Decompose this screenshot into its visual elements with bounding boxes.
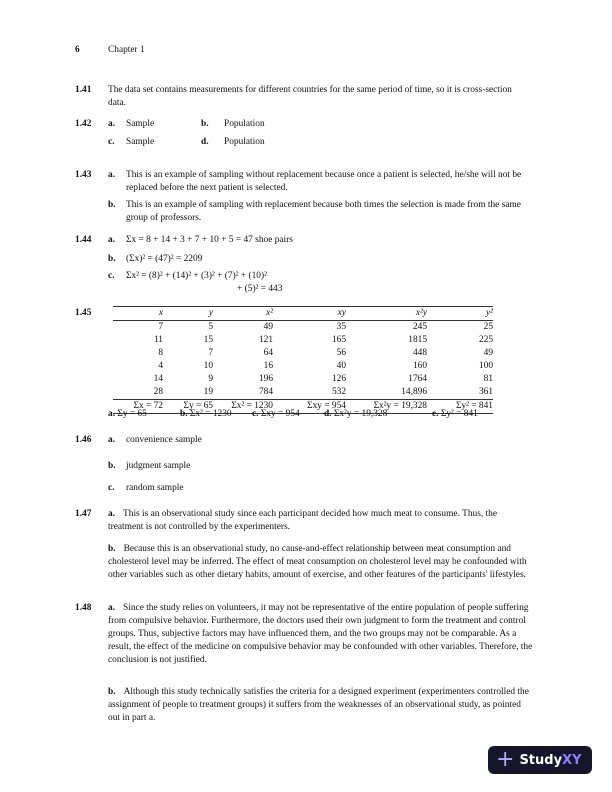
item-letter: a. xyxy=(108,435,116,445)
table-row xyxy=(113,360,493,373)
table-cell: 1764 xyxy=(408,374,427,384)
paragraph xyxy=(108,686,533,725)
paragraph xyxy=(108,508,533,534)
item-letter: a. xyxy=(108,509,116,519)
table-row xyxy=(113,321,493,335)
page-number: 6 xyxy=(75,45,80,55)
table-cell: 19 xyxy=(203,387,213,397)
answer-line xyxy=(108,408,147,421)
answer-text: This is an example of sampling with replacement because both times the selection is made from the same group of professors. xyxy=(126,200,521,223)
table-row xyxy=(113,334,493,347)
table-cell: 40 xyxy=(336,361,346,371)
equation: Σx² = (8)² + (14)² + (3)² + (7)² + (10)² xyxy=(126,271,267,281)
data-table xyxy=(113,306,493,414)
answer-text: convenience sample xyxy=(126,435,202,445)
item-letter: b. xyxy=(108,544,116,554)
table-cell: 5 xyxy=(208,322,213,332)
chapter-title: Chapter 1 xyxy=(108,45,145,55)
question-number: 1.46 xyxy=(75,435,92,445)
item-letter: a. xyxy=(108,119,116,129)
item-letter: a. xyxy=(108,409,116,419)
table-header-row xyxy=(113,307,493,321)
table-cell: 14,896 xyxy=(401,387,427,397)
table-cell: 14 xyxy=(153,374,163,384)
total-cell: Σy² = 841 xyxy=(456,401,493,411)
answer-text: Population xyxy=(224,119,265,129)
answer-text: judgment sample xyxy=(126,461,191,471)
question-number: 1.47 xyxy=(75,509,92,519)
table-cell: 15 xyxy=(203,335,213,345)
total-cell: Σx²y = 19,328 xyxy=(373,401,427,411)
item-letter: c. xyxy=(108,271,115,281)
answer-text: Σy² = 841 xyxy=(440,409,478,419)
answer-text: Sample xyxy=(126,137,155,147)
table-cell: 100 xyxy=(478,361,493,371)
logo-brand: Study xyxy=(519,752,563,768)
answer-text: The data set contains measurements for different countries for the same period of time, so it is cross-section data. xyxy=(108,85,512,108)
question-number: 1.44 xyxy=(75,235,92,245)
plus-icon: + xyxy=(496,747,515,772)
table-cell: 121 xyxy=(258,335,273,345)
table-cell: 1815 xyxy=(408,335,427,345)
item-letter: d. xyxy=(201,137,209,147)
question-number: 1.43 xyxy=(75,170,92,180)
table-cell: 16 xyxy=(263,361,273,371)
answer-text: Σx²y = 19,328 xyxy=(333,409,388,419)
table-row xyxy=(113,347,493,360)
question-number: 1.45 xyxy=(75,308,92,318)
equation: (Σx)² = (47)² = 2209 xyxy=(126,254,203,264)
paragraph xyxy=(108,543,533,582)
answer-text: This is an example of sampling without replacement because once a patient is selected, he/she will not be replaced before the next patient is selected. xyxy=(126,170,522,193)
table-cell: 165 xyxy=(331,335,346,345)
studyxy-logo[interactable] xyxy=(488,746,592,774)
item-letter: c. xyxy=(108,483,115,493)
item-letter: a. xyxy=(108,603,116,613)
item-letter: b. xyxy=(108,687,116,697)
equation: Σx = 8 + 14 + 3 + 7 + 10 + 5 = 47 shoe pairs xyxy=(126,235,293,245)
item-letter: c. xyxy=(108,137,115,147)
column-header: y xyxy=(208,308,213,318)
item-letter: b. xyxy=(180,409,188,419)
question-number: 1.41 xyxy=(75,85,92,95)
answer-line xyxy=(432,408,478,421)
table-row xyxy=(113,386,493,400)
answer-line xyxy=(252,408,300,421)
item-letter: b. xyxy=(108,254,116,264)
table-cell: 4 xyxy=(158,361,163,371)
answer-text: Population xyxy=(224,137,265,147)
table-cell: 9 xyxy=(208,374,213,384)
answer-text: Σx² = 1230 xyxy=(189,409,232,419)
total-cell: Σx = 72 xyxy=(133,401,163,411)
table-cell: 64 xyxy=(263,348,273,358)
item-letter: b. xyxy=(108,461,116,471)
table-cell: 28 xyxy=(153,387,163,397)
answer-text: This is an observational study since each participant decided how much meat to consume. Thus, the treatment is not controlled by the experimenters. xyxy=(108,509,497,532)
table-cell: 160 xyxy=(412,361,427,371)
item-letter: a. xyxy=(108,170,116,180)
total-cell: Σy = 65 xyxy=(183,401,213,411)
column-header: x² xyxy=(266,308,273,318)
item-letter: a. xyxy=(108,235,116,245)
paragraph xyxy=(108,602,533,667)
table-cell: 126 xyxy=(331,374,346,384)
answer-text: Since the study relies on volunteers, it may not be representative of the entire population of people suffering from compulsive behavior. Furthermore, the doctors used their own judgment to form the treatment and control groups. Thus, subjective factors may have influenced them, and the two groups may not be comparable. As a result, the effect of the medicine on compulsive behavior may be confounded with other variables. Therefore, the conclusion is not justified. xyxy=(108,603,533,665)
total-cell: Σx² = 1230 xyxy=(231,401,273,411)
table-cell: 225 xyxy=(478,335,493,345)
column-header: xy xyxy=(337,308,346,318)
table-cell: 361 xyxy=(478,387,493,397)
item-letter: d. xyxy=(324,409,332,419)
column-header: y² xyxy=(486,308,493,318)
answer-text: Sample xyxy=(126,119,155,129)
answer-text: Σy = 65 xyxy=(117,409,147,419)
equation-continued: + (5)² = 443 xyxy=(237,284,283,294)
table-cell: 49 xyxy=(483,348,493,358)
item-letter: e. xyxy=(432,409,439,419)
table-cell: 10 xyxy=(203,361,213,371)
table-cell: 56 xyxy=(336,348,346,358)
question-number: 1.48 xyxy=(75,603,92,613)
item-letter: b. xyxy=(108,200,116,210)
table-cell: 35 xyxy=(336,322,346,332)
question-number: 1.42 xyxy=(75,119,92,129)
table-cell: 81 xyxy=(483,374,493,384)
table-cell: 25 xyxy=(483,322,493,332)
table-cell: 245 xyxy=(412,322,427,332)
answer-line xyxy=(180,408,232,421)
table-row xyxy=(113,373,493,386)
answer-text: random sample xyxy=(126,483,184,493)
table-cell: 7 xyxy=(158,322,163,332)
table-cell: 784 xyxy=(258,387,273,397)
table-cell: 448 xyxy=(412,348,427,358)
total-cell: Σxy = 954 xyxy=(307,401,346,411)
table-cell: 196 xyxy=(258,374,273,384)
table-cell: 11 xyxy=(153,335,163,345)
table-cell: 7 xyxy=(208,348,213,358)
item-letter: b. xyxy=(201,119,209,129)
item-letter: c. xyxy=(252,409,259,419)
column-header: x xyxy=(158,308,163,318)
table-cell: 49 xyxy=(263,322,273,332)
answer-text: Because this is an observational study, no cause-and-effect relationship between meat consumption and cholesterol level may be inferred. The effect of meat consumption on cholesterol level may be confounded with other variables such as other dietary habits, amount of exercise, and other features of the participants' lifestyles. xyxy=(108,544,527,580)
column-header: x²y xyxy=(415,308,427,318)
answer-line xyxy=(324,408,387,421)
answer-text: Σxy = 954 xyxy=(260,409,300,419)
table-cell: 532 xyxy=(331,387,346,397)
answer-text: Although this study technically satisfies the criteria for a designed experiment (experimenters controlled the assignment of people to treatment groups) it suffers from the weaknesses of an observational study, as pointed out in part a. xyxy=(108,687,529,723)
table-cell: 8 xyxy=(158,348,163,358)
logo-brand-accent: XY xyxy=(562,752,582,768)
